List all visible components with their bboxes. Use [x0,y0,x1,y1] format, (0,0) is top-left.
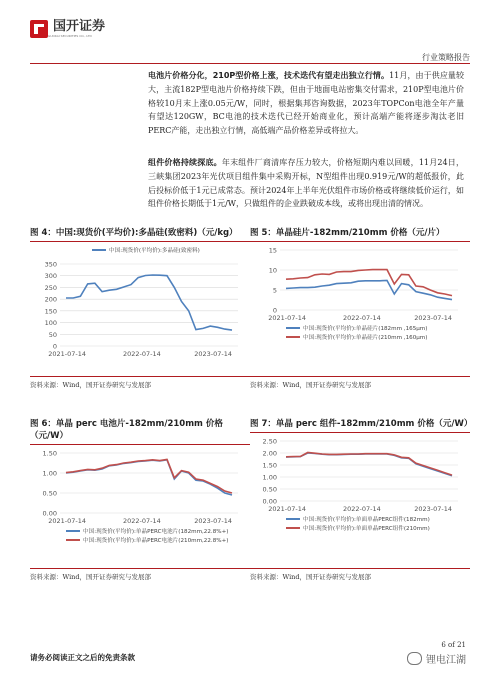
chart-svg [30,242,250,364]
y-tick-label: 0.00 [42,509,57,518]
y-tick-label: 2.50 [262,437,277,446]
y-tick-label: 0 [272,306,277,315]
paragraph-cells-body: 11月，由于供应量较大，主流182P型电池片价格持续下跌，但由于地面电站密集交付需求，210P型电池片价格较10月末上涨0.05元/W，同时，根据集邦咨询数据，2023年TOPCon电池全年产量有望达120GW，BC电池的技术迭代已经开始商业化，预计高端产能将逐步淘汰老旧PERC产能，走出独立行情，高低端产品价格差异或将拉大。 [148,71,464,136]
figure-4-title: 图 4：中国:现货价(平均价):多晶硅(致密料)（元/kg） [30,227,250,242]
chart-svg [250,433,470,555]
paragraph-modules [148,156,464,211]
disclaimer-note: 请务必阅读正文之后的免责条款 [30,653,135,662]
x-tick-label: 2021-07-14 [268,314,307,322]
figure-6 [30,418,250,567]
x-tick-label: 2021-07-14 [48,350,87,358]
logo-subtext: GUOKAI SECURITIES CO., LTD [48,34,92,38]
series-line [66,460,232,495]
legend-label: 中国:现货价(平均价):单晶PERC电池片(210mm,22.8%+) [83,538,229,544]
paragraph-cells [148,69,464,138]
y-tick-label: 100 [44,319,57,328]
figure-5 [250,227,470,364]
y-tick-label: 250 [44,283,57,292]
logo-icon [30,20,48,38]
company-logo [30,20,105,38]
y-tick-label: 50 [48,330,57,339]
figure-7-chart [250,433,470,555]
figure-7 [250,418,473,555]
figure-4 [30,227,250,364]
y-tick-label: 150 [44,307,57,316]
y-tick-label: 2.00 [262,449,277,458]
report-category: 行业策略报告 [422,53,470,62]
y-tick-label: 10 [268,266,277,275]
y-tick-label: 1.50 [42,449,57,458]
series-line [66,459,232,493]
y-tick-label: 300 [44,272,57,281]
legend-label: 中国:现货价(平均价):单晶硅片(182mm ,165μm) [303,326,428,332]
paragraph-modules-lead: 组件价格持续探底。 [148,158,222,167]
x-tick-label: 2023-07-14 [414,314,452,322]
series-line [286,270,452,296]
y-tick-label: 0.50 [42,489,57,498]
x-tick-label: 2021-07-14 [48,517,87,525]
figure-5-title: 图 5：单晶硅片-182mm/210mm 价格（元/片） [250,227,470,242]
x-tick-label: 2023-07-14 [194,350,232,358]
x-tick-label: 2022-07-14 [342,314,381,322]
y-tick-label: 1.00 [262,473,277,482]
x-tick-label: 2022-07-14 [122,517,161,525]
figure-6-title: 图 6：单晶 perc 电池片-182mm/210mm 价格（元/W） [30,418,250,445]
x-tick-label: 2021-07-14 [268,505,307,513]
figure-5-source: 资料来源：Wind，国开证券研究与发展部 [250,376,470,389]
wechat-icon [407,652,422,665]
legend-label: 中国:现货价(平均价):多晶硅(致密料) [109,248,200,254]
y-tick-label: 200 [44,295,57,304]
paragraph-cells-lead: 电池片价格分化，210P型价格上涨，技术迭代有望走出独立行情。 [148,71,390,80]
figure-7-title: 图 7：单晶 perc 组件-182mm/210mm 价格（元/W） [250,418,470,433]
series-line [66,275,232,330]
legend-label: 中国:现货价(平均价):单面单晶PERC组件(210mm) [303,526,430,532]
legend-label: 中国:现货价(平均价):单晶硅片(210mm ,160μm) [303,335,428,341]
watermark-text: 锂电江湖 [426,655,466,666]
legend-label: 中国:现货价(平均价):单面单晶PERC组件(182mm) [303,517,430,523]
y-tick-label: 1.00 [42,469,57,478]
page-number: 6 of 21 [441,641,466,649]
figure-6-source: 资料来源：Wind，国开证券研究与发展部 [30,568,250,581]
series-line [286,453,452,476]
x-tick-label: 2023-07-14 [414,505,452,513]
x-tick-label: 2022-07-14 [342,505,381,513]
chart-svg [250,242,470,364]
figure-7-source: 资料来源：Wind，国开证券研究与发展部 [250,568,470,581]
paragraph-modules-body: 年末组件厂商清库存压力较大，价格短期内难以回暖，11月24日，三峡集团2023年光伏项目组件集中采购开标，N型组件出现0.919元/W的超低报价，此后投标价低于1元已成常态。预计2024年上半年光伏组件市场价格或将继续低价运行，如组件价格长期低于1元/W，只做组件的企业跌破成本线，或将出现出清的情况。 [148,158,464,209]
chart-svg [30,445,250,567]
y-tick-label: 350 [44,260,57,269]
y-tick-label: 0.00 [262,497,277,506]
y-tick-label: 15 [268,246,277,255]
figure-6-chart [30,445,250,567]
x-tick-label: 2023-07-14 [194,517,232,525]
figure-5-chart [250,242,470,364]
legend-label: 中国:现货价(平均价):单晶PERC电池片(182mm,22.8%+) [83,529,229,535]
y-tick-label: 0 [52,342,57,351]
y-tick-label: 0.50 [262,485,277,494]
y-tick-label: 1.50 [262,461,277,470]
figure-4-chart [30,242,250,364]
series-line [286,453,452,476]
figure-4-source: 资料来源：Wind，国开证券研究与发展部 [30,376,250,389]
logo-text: 国开证券 [53,19,106,34]
header-divider [30,63,470,64]
watermark [407,651,466,666]
x-tick-label: 2022-07-14 [122,350,161,358]
y-tick-label: 5 [272,286,277,295]
